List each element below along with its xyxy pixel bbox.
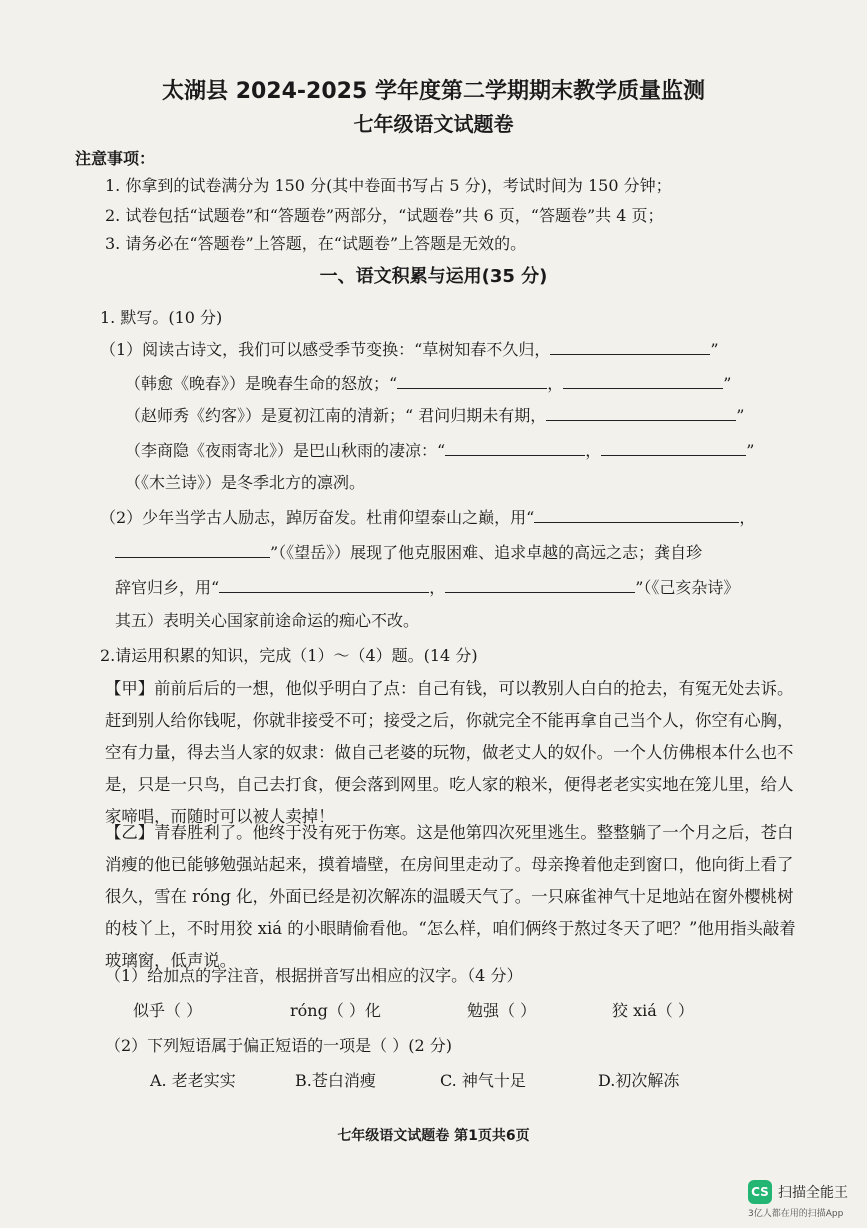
answer-blank[interactable] bbox=[550, 338, 710, 355]
option-a: A. 老老实实 bbox=[150, 1071, 236, 1090]
exam-subtitle: 七年级语文试题卷 bbox=[353, 112, 514, 136]
q1-part1-line3: （赵师秀《约客》）是夏初江南的清新；“ 君问归期未有期， ” bbox=[125, 406, 745, 425]
page-footer: 七年级语文试题卷 第1页共6页 bbox=[337, 1128, 530, 1144]
question-1-heading: 1. 默写。(10 分) bbox=[100, 308, 223, 327]
passage-jia: 【甲】前前后后的一想，他似乎明白了点：自己有钱，可以教别人白白的抢去，有冤无处去诉。赶到别人给你钱呢，你就非接受不可；接受之后，你就完全不能再拿自己当个人，你空有心胸，空有力量，得去当人家的奴隶：做自己老婆的玩物，做老丈人的奴仆。一个人仿佛根本什么也不是，只是一只鸟，自己去打食，便会落到网里。吃人家的粮米，便得老老实实地在笼儿里，给人家啼唱，而随时可以被人卖掉！ bbox=[105, 679, 794, 826]
pinyin-item: 勉强（ ） bbox=[467, 1001, 537, 1020]
option-d: D.初次解冻 bbox=[598, 1071, 680, 1090]
q1-part1-line1: （1）阅读古诗文，我们可以感受季节变换：“草树知春不久归， ” bbox=[100, 340, 719, 359]
notice-item: 2. 试卷包括“试题卷”和“答题卷”两部分，“试题卷”共 6 页，“答题卷”共 4 页； bbox=[105, 206, 664, 225]
scanner-brand: 扫描全能王 bbox=[778, 1185, 848, 1201]
q1-part2-line1: （2）少年当学古人励志，踔厉奋发。杜甫仰望泰山之巅，用“ ， bbox=[100, 508, 756, 527]
passage-yi: 【乙】青春胜利了。他终于没有死于伤寒。这是他第四次死里逃生。整整躺了一个月之后，苍白消瘦的他已能够勉强站起来，摸着墙壁，在房间里走动了。母亲搀着他走到窗口，他向街上看了很久，雪在 róng 化，外面已经是初次解冻的温暖天气了。一只麻雀神气十足地站在窗外樱桃树的枝丫上，不时用狡 xiá 的小眼睛偷看他。“怎么样，咱们俩终于熬过冬天了吧？”他用指头敲着玻璃窗，低声说。 bbox=[105, 823, 796, 970]
answer-blank[interactable] bbox=[219, 576, 429, 593]
answer-blank[interactable] bbox=[563, 372, 723, 389]
answer-blank[interactable] bbox=[445, 576, 635, 593]
q2-sub1: （1）给加点的字注音，根据拼音写出相应的汉字。（4 分） bbox=[105, 966, 523, 985]
option-c: C. 神气十足 bbox=[440, 1071, 526, 1090]
answer-blank[interactable] bbox=[115, 541, 270, 558]
scanner-tagline: 3亿人都在用的扫描App bbox=[748, 1209, 844, 1219]
scanner-watermark bbox=[748, 1180, 848, 1204]
exam-title: 太湖县 2024-2025 学年度第二学期期末教学质量监测 bbox=[162, 79, 705, 104]
answer-blank[interactable] bbox=[397, 372, 547, 389]
option-b: B.苍白消瘦 bbox=[295, 1071, 376, 1090]
q1-part2-line4: 其五）表明关心国家前途命运的痴心不改。 bbox=[115, 611, 420, 630]
notice-heading: 注意事项： bbox=[75, 149, 156, 168]
answer-blank[interactable] bbox=[445, 439, 585, 456]
pinyin-item: róng（ ）化 bbox=[290, 1001, 381, 1020]
q1-part2-line2: ”（《望岳》）展现了他克服困难、追求卓越的高远之志；龚自珍 bbox=[115, 541, 702, 564]
question-2-heading: 2.请运用积累的知识，完成（1）～（4）题。(14 分) bbox=[100, 646, 478, 665]
notice-item: 3. 请务必在“答题卷”上答题，在“试题卷”上答题是无效的。 bbox=[105, 234, 527, 253]
q1-part1-line5: （《木兰诗》）是冬季北方的凛冽。 bbox=[125, 473, 366, 492]
q2-sub2: （2）下列短语属于偏正短语的一项是（ ）(2 分) bbox=[105, 1036, 453, 1055]
q1-part1-line2: （韩愈《晚春》）是晚春生命的怒放；“ ， ” bbox=[125, 374, 732, 393]
q1-part2-line3: 辞官归乡，用“ ， ”（《己亥杂诗》 bbox=[115, 578, 740, 597]
notice-item: 1. 你拿到的试卷满分为 150 分(其中卷面书写占 5 分)，考试时间为 150 分钟； bbox=[105, 176, 672, 195]
pinyin-item: 似乎（ ） bbox=[133, 1001, 203, 1020]
answer-blank[interactable] bbox=[546, 404, 736, 421]
answer-blank[interactable] bbox=[601, 439, 746, 456]
q1-part1-line4: （李商隐《夜雨寄北》）是巴山秋雨的凄凉：“ ， ” bbox=[125, 441, 755, 460]
section-title: 一、语文积累与运用(35 分) bbox=[319, 266, 548, 287]
answer-blank[interactable] bbox=[534, 506, 739, 523]
scanner-logo-icon: CS bbox=[748, 1180, 772, 1204]
pinyin-item: 狡 xiá（ ） bbox=[612, 1001, 694, 1020]
